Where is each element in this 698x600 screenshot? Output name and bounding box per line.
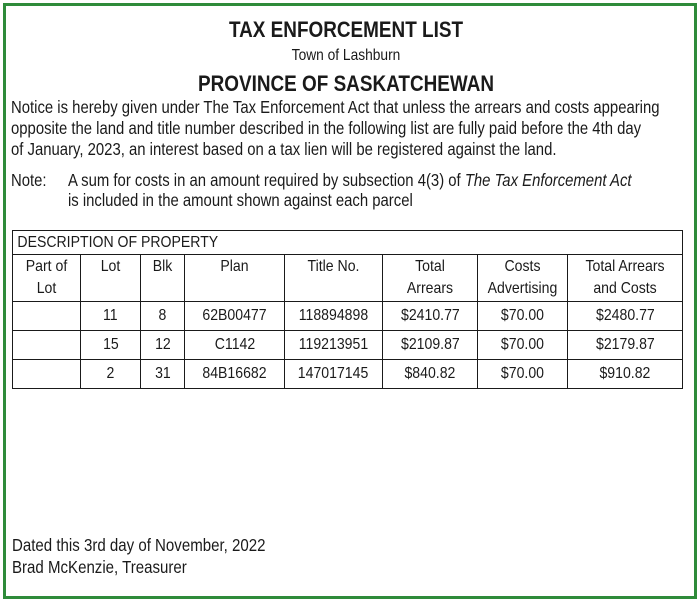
table-cell-value: 15 xyxy=(102,336,119,353)
table-cell xyxy=(141,360,185,389)
table-cell xyxy=(568,331,683,360)
table-caption xyxy=(13,231,683,255)
table-cell xyxy=(285,302,383,331)
column-header xyxy=(81,255,141,302)
table-cell xyxy=(383,331,478,360)
note-label: Note: xyxy=(11,170,47,190)
table-cell-value: $2109.87 xyxy=(400,336,460,353)
table-cell-value: $840.82 xyxy=(404,365,456,382)
table-cell xyxy=(185,302,285,331)
column-header-line xyxy=(291,278,376,300)
column-header xyxy=(568,255,683,302)
signature-line: Brad McKenzie, Treasurer xyxy=(12,557,187,577)
column-header-line: Lot xyxy=(100,258,121,275)
column-header-line: Blk xyxy=(152,258,173,275)
column-header-line: Arrears xyxy=(406,280,454,297)
notice-line: opposite the land and title number described in the following list are fully paid before the 4th day xyxy=(11,118,642,138)
table-cell-value: 12 xyxy=(154,336,171,353)
page-title: TAX ENFORCEMENT LIST xyxy=(228,17,464,42)
table-cell-value: $70.00 xyxy=(500,307,545,324)
table-cell-value: $910.82 xyxy=(599,365,651,382)
table-cell xyxy=(478,331,568,360)
column-header xyxy=(285,255,383,302)
column-header-line: Advertising xyxy=(487,280,558,297)
table-cell-value: $70.00 xyxy=(500,336,545,353)
table-cell xyxy=(141,331,185,360)
column-header-line: Total Arrears xyxy=(585,258,665,275)
note-text xyxy=(68,170,632,190)
column-header-line: Lot xyxy=(36,280,57,297)
table-cell xyxy=(568,302,683,331)
table-row xyxy=(13,331,683,360)
table-cell xyxy=(383,360,478,389)
column-header-line: Part of xyxy=(25,258,68,275)
note-text-part: A sum for costs in an amount required by subsection 4(3) of xyxy=(67,170,465,190)
column-header-line: Title No. xyxy=(307,258,360,275)
column-header-line: and Costs xyxy=(593,280,657,297)
table-cell xyxy=(285,331,383,360)
table-cell-value: 118894898 xyxy=(298,307,369,324)
table-row xyxy=(13,302,683,331)
table-cell xyxy=(81,331,141,360)
column-header xyxy=(141,255,185,302)
table-cell xyxy=(383,302,478,331)
table-row xyxy=(13,360,683,389)
table-cell xyxy=(568,360,683,389)
note-text-line2: is included in the amount shown against each parcel xyxy=(67,190,413,210)
notice-paragraph xyxy=(11,97,684,160)
table-cell xyxy=(13,331,81,360)
table-cell-value: $2179.87 xyxy=(595,336,655,353)
province-heading: PROVINCE OF SASKATCHEWAN xyxy=(197,71,495,96)
property-table xyxy=(12,230,683,389)
column-header-line xyxy=(191,278,278,300)
column-header xyxy=(185,255,285,302)
notice-line: of January, 2023, an interest based on a tax lien will be registered against the land. xyxy=(11,139,557,159)
table-cell xyxy=(185,331,285,360)
column-header-line xyxy=(144,278,182,300)
table-cell-value: $2480.77 xyxy=(595,307,655,324)
column-header-line: Total xyxy=(415,258,445,275)
table-cell-value: 119213951 xyxy=(298,336,369,353)
table-cell-value: 84B16682 xyxy=(202,365,267,382)
table-cell-value: $70.00 xyxy=(500,365,545,382)
column-header-line: Plan xyxy=(220,258,249,275)
footer xyxy=(12,534,265,578)
table-cell-value: 11 xyxy=(103,307,118,324)
notice-line: Notice is hereby given under The Tax Enforcement Act that unless the arrears and costs appearing xyxy=(11,97,660,117)
table-cell xyxy=(141,302,185,331)
town-name: Town of Lashburn xyxy=(291,47,401,64)
column-header xyxy=(383,255,478,302)
table-cell xyxy=(81,302,141,331)
table-cell-value: 31 xyxy=(154,365,171,382)
dated-line: Dated this 3rd day of November, 2022 xyxy=(12,535,266,555)
column-header xyxy=(13,255,81,302)
table-cell-value: C1142 xyxy=(214,336,255,353)
column-header-line xyxy=(85,278,137,300)
table-cell xyxy=(185,360,285,389)
table-cell xyxy=(13,302,81,331)
column-header xyxy=(478,255,568,302)
table-cell-value: 8 xyxy=(158,307,167,324)
table-cell-value: 147017145 xyxy=(298,365,369,382)
table-cell xyxy=(81,360,141,389)
table-caption-text: DESCRIPTION OF PROPERTY xyxy=(17,233,219,251)
table-cell-value: $2410.77 xyxy=(400,307,460,324)
table-cell-value: 2 xyxy=(106,365,115,382)
act-name: The Tax Enforcement Act xyxy=(464,170,632,190)
table-cell-value: 62B00477 xyxy=(202,307,267,324)
table-cell xyxy=(478,360,568,389)
table-cell xyxy=(478,302,568,331)
table-cell xyxy=(13,360,81,389)
table-cell xyxy=(285,360,383,389)
column-header-line: Costs xyxy=(504,258,541,275)
